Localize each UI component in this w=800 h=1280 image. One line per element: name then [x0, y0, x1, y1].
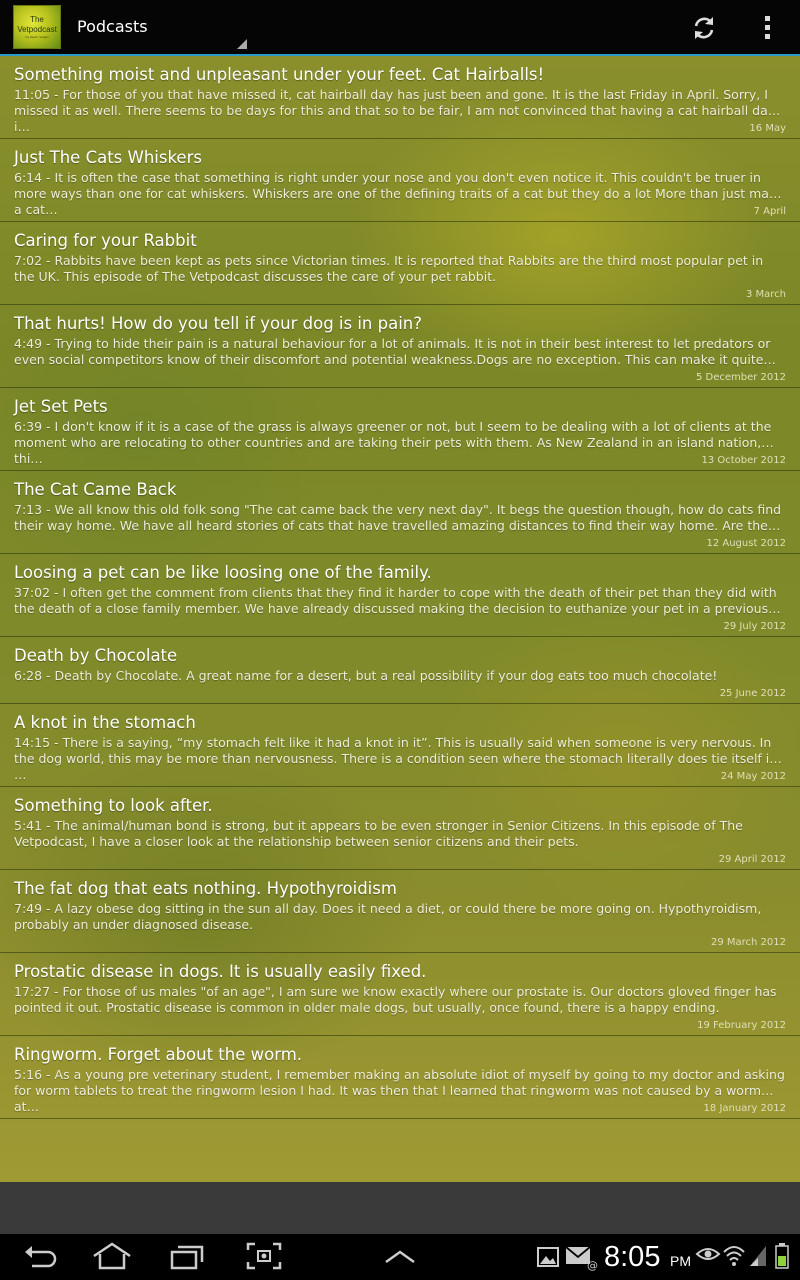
podcast-date: 24 May 2012 — [720, 771, 786, 782]
list-item[interactable] — [0, 222, 800, 305]
list-item[interactable] — [0, 787, 800, 870]
podcast-title: Ringworm. Forget about the worm. — [14, 1045, 303, 1064]
podcast-date: 29 April 2012 — [718, 854, 786, 865]
overflow-menu-button[interactable] — [754, 14, 782, 42]
podcast-description: 17:27 - For those of us males "of an age", I am sure we know exactly where our prostate is. Our doctors gloved finger has pointed it out. Prostatic disease is common in older male dogs, but usually, once found, there is a happy ending. — [14, 984, 777, 1015]
podcast-date: 3 March — [745, 289, 786, 300]
list-item[interactable] — [0, 554, 800, 637]
notification-gallery[interactable] — [537, 1246, 559, 1272]
list-item[interactable] — [0, 637, 800, 704]
podcast-title: Caring for your Rabbit — [14, 231, 197, 250]
podcast-date: 5 December 2012 — [695, 372, 786, 383]
podcast-date: 18 January 2012 — [703, 1103, 786, 1114]
podcast-date: 29 March 2012 — [710, 937, 786, 948]
podcast-description: 6:14 - It is often the case that something is right under your nose and you don't even notice it. This couldn't be truer in more ways than one for cat whiskers. Whiskers are one of the defining traits of a cat but they do a lot More than just make a cat… — [14, 170, 784, 217]
menu-up-icon — [384, 1242, 416, 1270]
podcast-date: 13 October 2012 — [701, 455, 786, 466]
navigation-spinner[interactable] — [77, 0, 247, 55]
podcast-title: The fat dog that eats nothing. Hypothyroidism — [14, 879, 397, 898]
battery-icon — [774, 1242, 790, 1270]
list-item[interactable] — [0, 471, 800, 554]
home-button[interactable] — [92, 1242, 132, 1274]
back-icon — [22, 1242, 58, 1270]
svg-text:@: @ — [587, 1259, 598, 1272]
list-item[interactable] — [0, 953, 800, 1036]
podcast-date: 7 April — [753, 206, 786, 217]
logo-text-2: Vetpodcast — [17, 25, 57, 34]
podcast-title: Jet Set Pets — [14, 397, 108, 416]
podcast-title: That hurts! How do you tell if your dog is in pain? — [14, 314, 423, 333]
back-button[interactable] — [22, 1242, 58, 1274]
podcast-description: 4:49 - Trying to hide their pain is a natural behaviour for a lot of animals. It is not in their best interest to let predators or even social competitors know of their discomfort and potential weakness.Dogs are no exception. This can make it quite… — [14, 336, 776, 367]
logo-text-3: by Kevin Vogan — [25, 35, 49, 39]
status-clock: 8:05 — [604, 1241, 661, 1273]
list-item[interactable] — [0, 704, 800, 787]
podcast-description: 7:13 - We all know this old folk song "The cat came back the very next day". It begs the question though, how do cats find their way home. We have all heard stories of cats that have travelled amazing distances to find their way home. Are the… — [14, 502, 782, 533]
email-icon — [565, 1244, 597, 1270]
podcast-description: 14:15 - There is a saying, “my stomach felt like it had a knot in it”. This is usually said when someone is very nervous. In the dog world, this may be more than nervousness. There is a condition seen where the stomach literally does tie itself in … — [14, 735, 778, 782]
podcast-date: 19 February 2012 — [697, 1020, 786, 1031]
list-item[interactable] — [0, 305, 800, 388]
signal-icon — [748, 1244, 768, 1268]
status-battery — [774, 1242, 790, 1274]
eye-icon — [696, 1244, 720, 1264]
podcast-title: Just The Cats Whiskers — [14, 148, 202, 167]
status-ampm: PM — [670, 1253, 691, 1269]
podcast-title: The Cat Came Back — [14, 480, 177, 499]
podcast-description: 7:49 - A lazy obese dog sitting in the sun all day. Does it need a diet, or could there be more going on. Hypothyroidism, probably an under diagnosed disease. — [14, 901, 762, 932]
podcast-description: 11:05 - For those of you that have missed it, cat hairball day has just been and gone. It is the last Friday in April. Sorry, I missed it as well. There seems to be days for this and that so to be fair, I am not convinced that having a cat hairball day i… — [14, 87, 776, 134]
screenshot-button[interactable] — [246, 1242, 282, 1274]
podcast-title: A knot in the stomach — [14, 713, 196, 732]
podcast-title: Something to look after. — [14, 796, 213, 815]
refresh-icon — [690, 14, 718, 42]
podcast-list[interactable] — [0, 56, 800, 1182]
status-signal — [748, 1244, 768, 1272]
screenshot-icon — [246, 1242, 282, 1270]
status-wifi — [722, 1242, 746, 1272]
spinner-arrow-icon — [237, 39, 247, 49]
refresh-button[interactable] — [690, 14, 718, 42]
podcast-title: Prostatic disease in dogs. It is usually easily fixed. — [14, 962, 427, 981]
system-bar — [0, 1234, 800, 1280]
podcast-description: 6:39 - I don't know if it is a case of the grass is always greener or not, but I seem to be dealing with a lot of clients at the moment who are relocating to other countries and are taking their pets with them. As New Zealand in an island nation, thi… — [14, 419, 772, 466]
recent-apps-icon — [170, 1242, 206, 1270]
podcast-title: Death by Chocolate — [14, 646, 178, 665]
logo-text-1: The — [30, 15, 44, 24]
podcast-description: 37:02 - I often get the comment from clients that they find it harder to cope with the death of their pet than they did with the death of a close family member. We have already discussed making the decision to euthanize your pet in a previous… — [14, 585, 781, 616]
list-item[interactable] — [0, 388, 800, 471]
list-item[interactable] — [0, 56, 800, 139]
menu-up-button[interactable] — [384, 1242, 416, 1274]
podcast-description: 6:28 - Death by Chocolate. A great name for a desert, but a real possibility if your dog eats too much chocolate! — [14, 668, 718, 683]
app-logo[interactable] — [13, 5, 61, 49]
podcast-date: 16 May — [749, 123, 786, 134]
list-item[interactable] — [0, 139, 800, 222]
list-item[interactable] — [0, 870, 800, 953]
action-bar — [0, 0, 800, 56]
gallery-icon — [537, 1246, 559, 1268]
list-item[interactable] — [0, 1036, 800, 1119]
notification-email[interactable] — [565, 1244, 597, 1274]
recent-apps-button[interactable] — [170, 1242, 206, 1274]
podcast-date: 29 July 2012 — [723, 621, 786, 632]
empty-footer — [0, 1182, 800, 1234]
overflow-menu-icon — [754, 14, 782, 42]
home-icon — [92, 1242, 132, 1270]
page-title: Podcasts — [77, 17, 148, 36]
podcast-date: 25 June 2012 — [719, 688, 786, 699]
status-eye — [696, 1244, 720, 1268]
podcast-date: 12 August 2012 — [706, 538, 786, 549]
podcast-title: Something moist and unpleasant under your feet. Cat Hairballs! — [14, 65, 545, 84]
podcast-description: 7:02 - Rabbits have been kept as pets since Victorian times. It is reported that Rabbits are the third most popular pet in the UK. This episode of The Vetpodcast discusses the care of your pet rabbit. — [14, 253, 764, 284]
podcast-title: Loosing a pet can be like loosing one of the family. — [14, 563, 432, 582]
wifi-icon — [722, 1242, 746, 1268]
podcast-description: 5:41 - The animal/human bond is strong, but it appears to be even stronger in Senior Citizens. In this episode of The Vetpodcast, I have a closer look at the relationship between senior citizens and their pets. — [14, 818, 743, 849]
podcast-description: 5:16 - As a young pre veterinary student, I remember making an absolute idiot of myself by going to my doctor and asking for worm tablets to treat the ringworm lesion I had. It was then that I learned that ringworm was not caused by a worm at… — [14, 1067, 785, 1114]
